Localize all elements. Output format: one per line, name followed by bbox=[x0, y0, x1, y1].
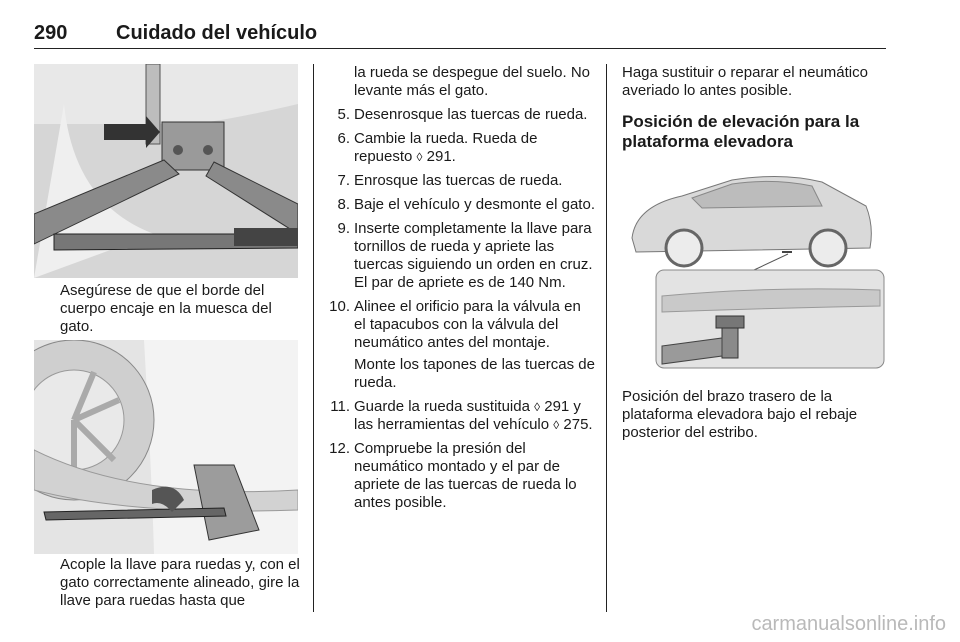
step-text: Compruebe la presión del neumático montado y el par de apriete de las tuercas de rueda lo antes posible. bbox=[354, 440, 577, 511]
jack-notch-illustration bbox=[34, 64, 298, 278]
page-reference[interactable]: 291. bbox=[422, 148, 456, 165]
steps-list bbox=[326, 106, 596, 512]
continuation-text: la rueda se despegue del suelo. No levante más el gato. bbox=[354, 64, 591, 99]
list-item bbox=[326, 172, 596, 190]
step-number: 5. bbox=[337, 106, 350, 123]
column-divider bbox=[313, 64, 314, 612]
figure1-caption: Asegúrese de que el borde del cuerpo encaje en la muesca del gato. bbox=[60, 282, 272, 335]
step-number: 12. bbox=[329, 440, 350, 457]
page-number: 290 bbox=[34, 22, 68, 44]
instructions-column bbox=[326, 64, 596, 518]
lift-position-illustration bbox=[622, 166, 886, 374]
chapter-title: Cuidado del vehículo bbox=[116, 22, 318, 44]
page-header bbox=[34, 22, 886, 49]
section-heading: Posición de elevación para la plataforma elevadora bbox=[622, 112, 860, 151]
page-reference[interactable]: 275. bbox=[559, 416, 593, 433]
step-text: Enrosque las tuercas de rueda. bbox=[354, 172, 563, 189]
lift-caption: Posición del brazo trasero de la plataforma elevadora bajo el rebaje posterior del estribo. bbox=[622, 388, 858, 441]
figure-jack-notch bbox=[34, 64, 298, 278]
column-divider bbox=[606, 64, 607, 612]
step-text: Alinee el orificio para la válvula en el tapacubos con la válvula del neumático antes del montaje. bbox=[354, 298, 581, 351]
right-column bbox=[622, 64, 888, 170]
step-text: Cambie la rueda. Rueda de repuesto bbox=[354, 130, 538, 165]
step-number: 7. bbox=[337, 172, 350, 189]
watermark: carmanualsonline.info bbox=[751, 613, 946, 635]
step-number: 10. bbox=[329, 298, 350, 315]
figure2-caption: Acople la llave para ruedas y, con el gato correctamente alineado, gire la llave para ruedas hasta que bbox=[60, 556, 300, 609]
intro-text: Haga sustituir o reparar el neumático averiado lo antes posible. bbox=[622, 64, 868, 99]
figure-lift-position bbox=[622, 166, 886, 374]
step-number: 8. bbox=[337, 196, 350, 213]
list-item bbox=[326, 130, 596, 166]
figure-wheel-wrench bbox=[34, 340, 298, 554]
wheel-wrench-illustration bbox=[34, 340, 298, 554]
cross-ref-arrow-icon: ◊ bbox=[553, 418, 560, 432]
step-text: Baje el vehículo y desmonte el gato. bbox=[354, 196, 595, 213]
cross-ref-arrow-icon: ◊ bbox=[534, 400, 541, 414]
list-item bbox=[326, 398, 596, 434]
list-item bbox=[326, 196, 596, 214]
list-item bbox=[326, 440, 596, 512]
step-text: Inserte completamente la llave para tornillos de rueda y apriete las tuercas siguiendo un orden en cruz. El par de apriete es de 140 Nm. bbox=[354, 220, 593, 291]
page-reference[interactable]: 291 y las herramientas del vehículo bbox=[354, 398, 581, 433]
list-item bbox=[326, 106, 596, 124]
step-number: 11. bbox=[330, 398, 350, 415]
list-item bbox=[326, 220, 596, 292]
step-text: Desenrosque las tuercas de rueda. bbox=[354, 106, 588, 123]
step-subtext: Monte los tapones de las tuercas de rueda. bbox=[354, 356, 595, 391]
cross-ref-arrow-icon: ◊ bbox=[416, 150, 423, 164]
step-number: 6. bbox=[337, 130, 350, 147]
step-text: Guarde la rueda sustituida bbox=[354, 398, 535, 415]
list-item bbox=[326, 298, 596, 392]
step-number: 9. bbox=[337, 220, 350, 237]
